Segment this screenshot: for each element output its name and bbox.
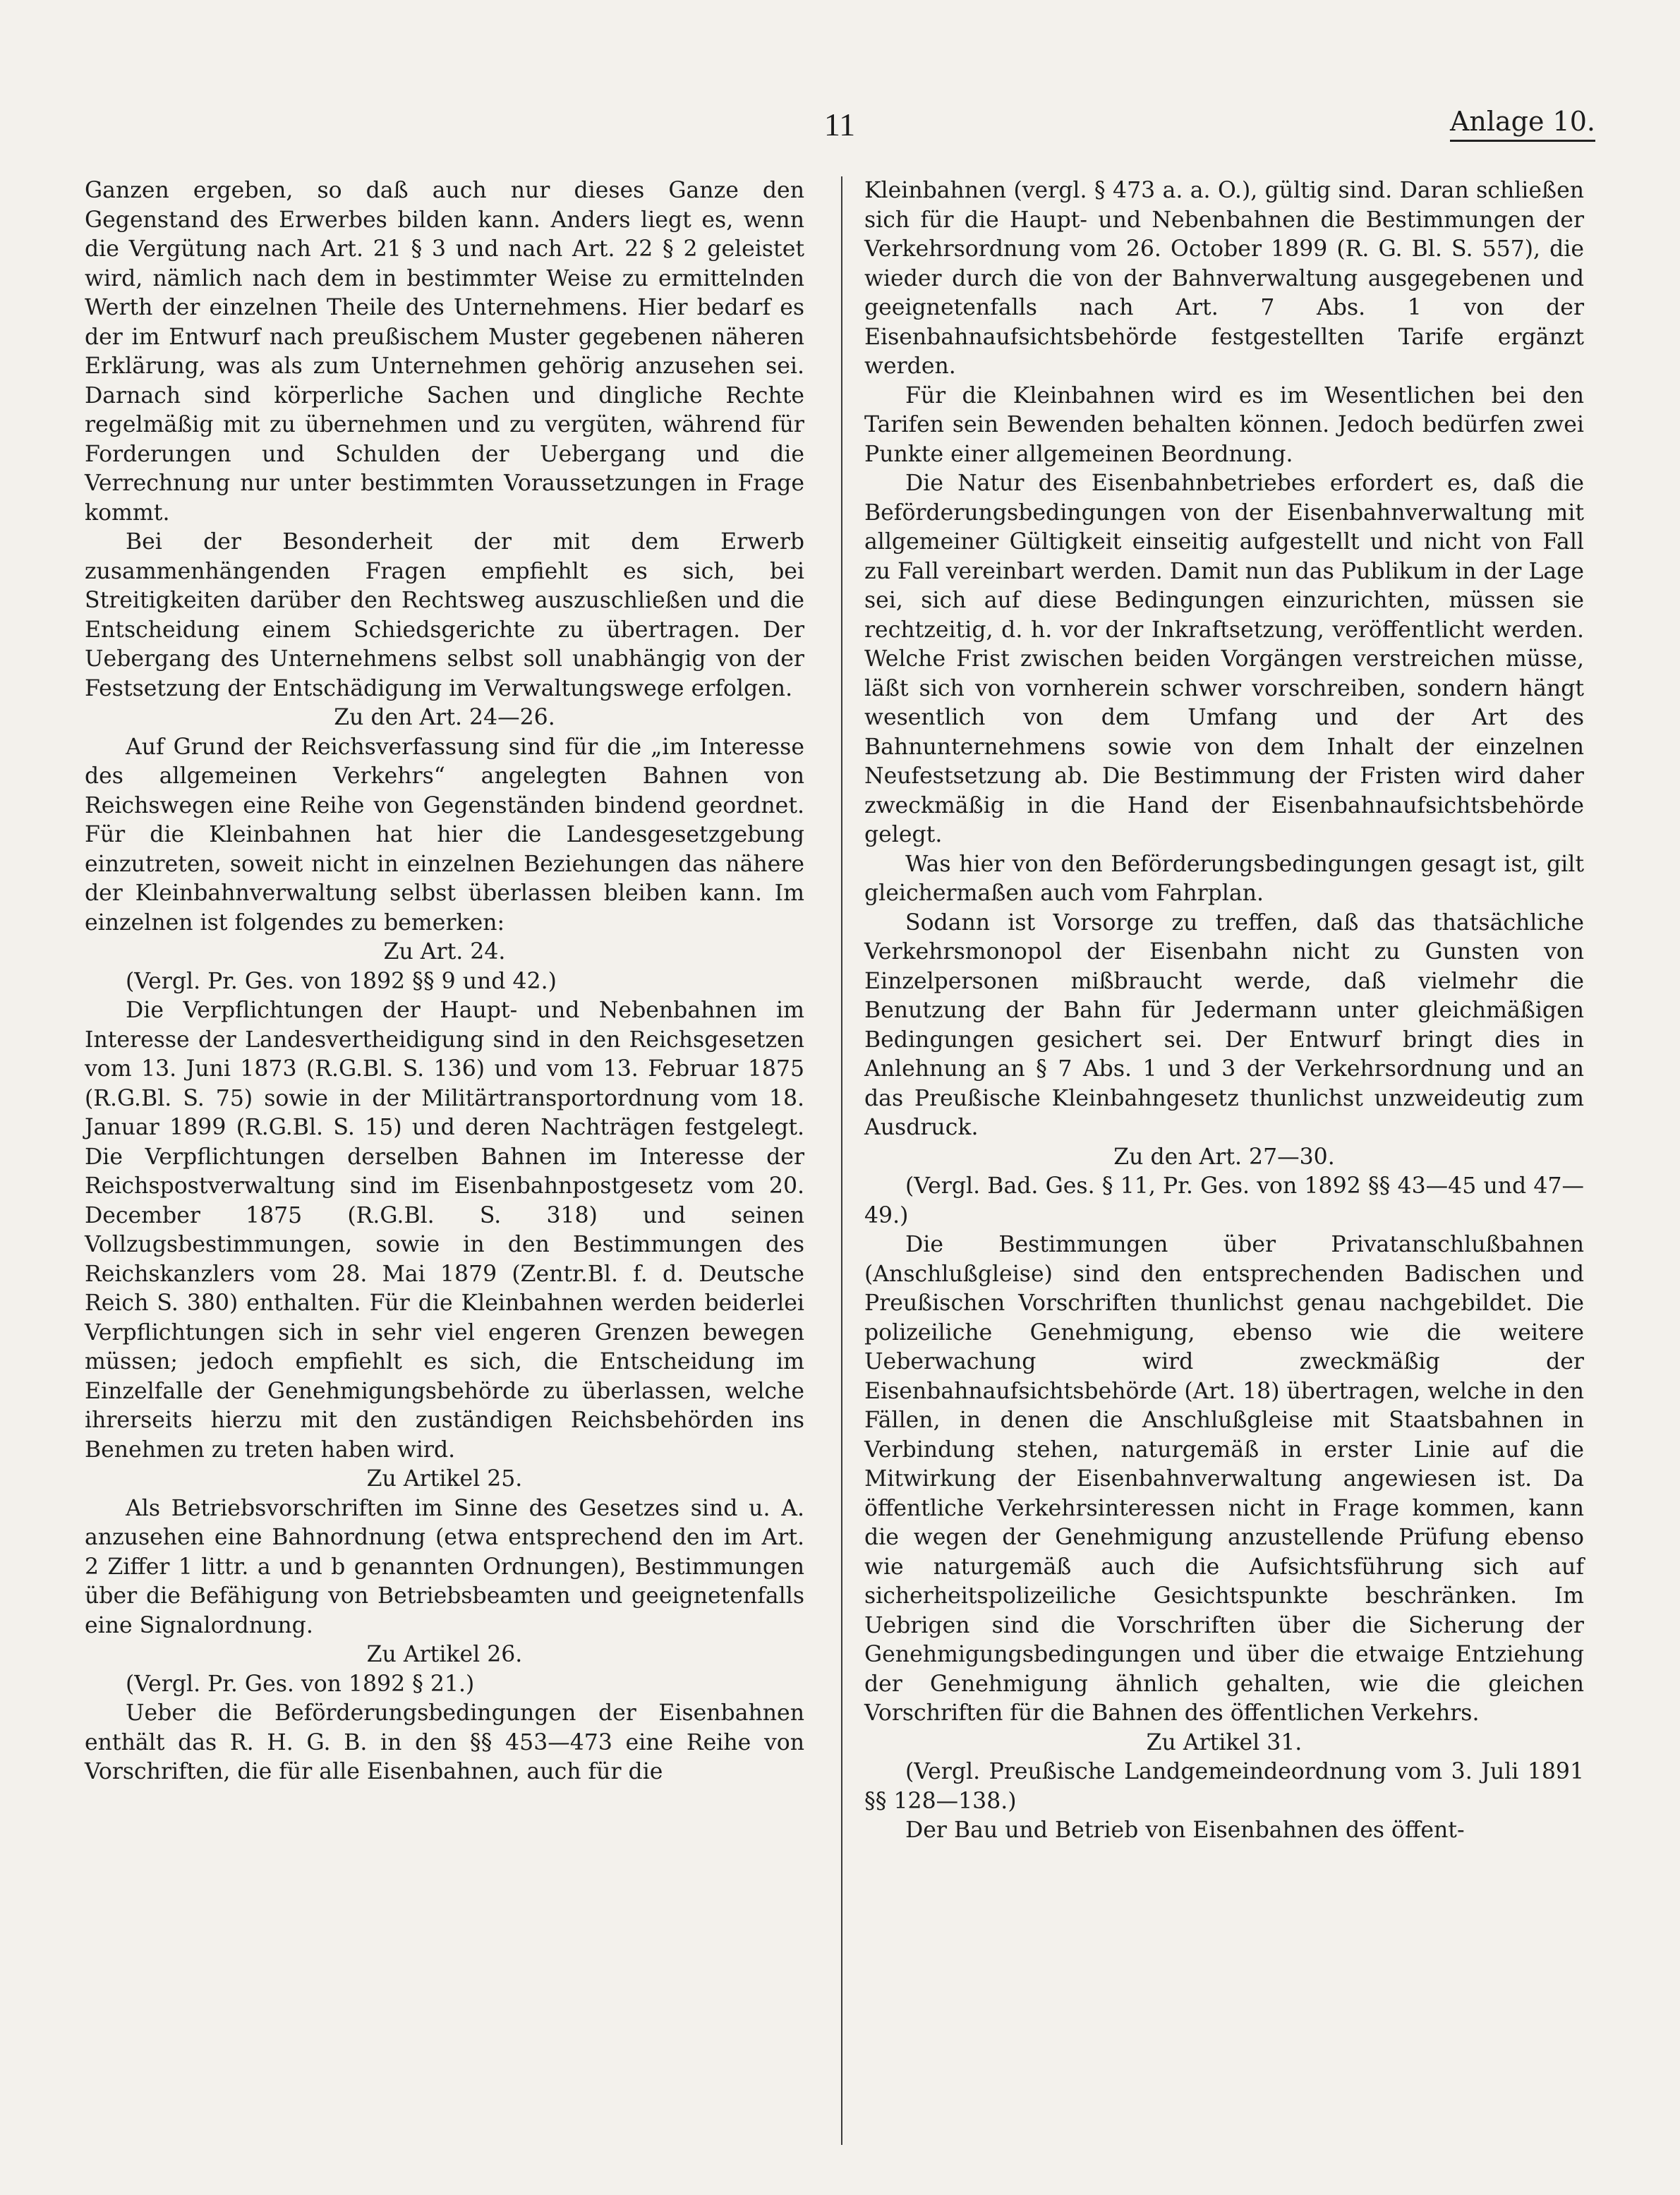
reference-line: (Vergl. Pr. Ges. von 1892 §§ 9 und 42.) [126, 968, 557, 994]
section-heading: Zu Artikel 31. [1146, 1729, 1303, 1755]
column-divider [841, 176, 842, 2145]
section-heading: Zu Art. 24. [383, 939, 506, 965]
annex-label: Anlage 10. [1450, 106, 1595, 142]
paragraph: Ganzen ergeben, so daß auch nur dieses Ganze den Gegenstand des Erwerbes bilden kann. Anders liegt es, wenn die Vergütung nach Art. 21 § 3 und nach Art. 22 § 2 geleistet wird, nämlich nach dem in bestimmter Weise zu ermittelnden Werth der einzelnen Theile des Unternehmens. Hier bedarf es der im Entwurf nach preußischem Muster gegebenen näheren Erklärung, was als zum Unternehmen gehörig anzusehen sei. Darnach sind körperliche Sachen und dingliche Rechte regelmäßig mit zu übernehmen und zu vergüten, während für Forderungen und Schulden der Uebergang und die Verrechnung nur unter bestimmten Voraussetzungen in Frage kommt. [85, 178, 804, 526]
paragraph: Die Natur des Eisenbahnbetriebes erfordert es, daß die Beförderungsbedingungen von der Eisenbahnverwaltung mit allgemeiner Gültigkeit einseitig aufgestellt und nicht von Fall zu Fall vereinbart werden. Damit nun das Publikum in der Lage sei, sich auf diese Bedingungen einzurichten, müssen sie rechtzeitig, d. h. vor der Inkraftsetzung, veröffentlicht werden. Welche Frist zwischen beiden Vorgängen verstreichen müsse, läßt sich von vornherein schwer vorschreiben, sondern hängt wesentlich von dem Umfang und der Art des Bahnunternehmens sowie von dem Inhalt der einzelnen Neufestsetzung ab. Die Bestimmung der Fristen wird daher zweckmäßig in die Hand der Eisenbahnaufsichtsbehörde gelegt. [864, 471, 1584, 847]
left-column [85, 176, 804, 1787]
paragraph: Für die Kleinbahnen wird es im Wesentlichen bei den Tarifen sein Bewenden behalten können. Jedoch bedürfen zwei Punkte einer allgemeinen Beordnung. [864, 382, 1584, 467]
reference-line: (Vergl. Pr. Ges. von 1892 § 21.) [126, 1671, 475, 1697]
paragraph: Die Bestimmungen über Privatanschlußbahnen (Anschlußgleise) sind den entsprechenden Badischen und Preußischen Vorschriften thunlichst genau nachgebildet. Die polizeiliche Genehmigung, ebenso wie die weitere Ueberwachung wird zweckmäßig der Eisenbahnaufsichtsbehörde (Art. 18) übertragen, welche in den Fällen, in denen die Anschlußgleise mit Staatsbahnen in Verbindung stehen, naturgemäß in erster Linie auf die Mitwirkung der Eisenbahnverwaltung angewiesen ist. Da öffentliche Verkehrsinteressen nicht in Frage kommen, kann die wegen der Genehmigung anzustellende Prüfung ebenso wie naturgemäß auch die Aufsichtsführung sich auf sicherheitspolizeiliche Gesichtspunkte beschränken. Im Uebrigen sind die Vorschriften über die Sicherung der Genehmigungsbedingungen und über die etwaige Entziehung der Genehmigung ähnlich gehalten, wie die gleichen Vorschriften für die Bahnen des öffentlichen Verkehrs. [864, 1232, 1584, 1726]
paragraph: Was hier von den Beförderungsbedingungen gesagt ist, gilt gleichermaßen auch vom Fahrplan. [864, 851, 1584, 906]
reference-line: (Vergl. Bad. Ges. § 11, Pr. Ges. von 1892 §§ 43—45 und 47—49.) [864, 1173, 1584, 1228]
paragraph: Ueber die Beförderungsbedingungen der Eisenbahnen enthält das R. H. G. B. in den §§ 453—473 eine Reihe von Vorschriften, die für alle Eisenbahnen, auch für die [85, 1700, 804, 1784]
paragraph: Als Betriebsvorschriften im Sinne des Gesetzes sind u. A. anzusehen eine Bahnordnung (etwa entsprechend den im Art. 2 Ziffer 1 littr. a und b genannten Ordnungen), Bestimmungen über die Befähigung von Betriebsbeamten und geeignetenfalls eine Signalordnung. [85, 1495, 804, 1638]
section-heading: Zu den Art. 27—30. [1113, 1144, 1335, 1170]
paragraph: Die Verpflichtungen der Haupt- und Nebenbahnen im Interesse der Landesvertheidigung sind in den Reichsgesetzen vom 13. Juni 1873 (R.G.Bl. S. 136) und vom 13. Februar 1875 (R.G.Bl. S. 75) sowie in der Militärtransportordnung vom 18. Januar 1899 (R.G.Bl. S. 15) und deren Nachträgen festgelegt. Die Verpflichtungen derselben Bahnen im Interesse der Reichspostverwaltung sind im Eisenbahnpostgesetz vom 20. December 1875 (R.G.Bl. S. 318) und seinen Vollzugsbestimmungen, sowie in den Bestimmungen des Reichskanzlers vom 28. Mai 1879 (Zentr.Bl. f. d. Deutsche Reich S. 380) enthalten. Für die Kleinbahnen werden beiderlei Verpflichtungen sich in sehr viel engeren Grenzen bewegen müssen; jedoch empfiehlt es sich, die Entscheidung im Einzelfalle der Genehmigungsbehörde zu überlassen, welche ihrerseits hierzu mit den zuständigen Reichsbehörden ins Benehmen zu treten haben wird. [85, 998, 804, 1463]
section-heading: Zu Artikel 25. [366, 1466, 523, 1492]
reference-line: (Vergl. Preußische Landgemeindeordnung vom 3. Juli 1891 §§ 128—138.) [864, 1759, 1584, 1814]
paragraph: Kleinbahnen (vergl. § 473 a. a. O.), gültig sind. Daran schließen sich für die Haupt- und Nebenbahnen die Bestimmungen der Verkehrsordnung vom 26. October 1899 (R. G. Bl. S. 557), die wieder durch die von der Bahnverwaltung ausgegebenen und geeignetenfalls nach Art. 7 Abs. 1 von der Eisenbahnaufsichtsbehörde festgestellten Tarife ergänzt werden. [864, 178, 1584, 379]
paragraph: Bei der Besonderheit der mit dem Erwerb zusammenhängenden Fragen empfiehlt es sich, bei Streitigkeiten darüber den Rechtsweg auszuschließen und die Entscheidung einem Schiedsgerichte zu übertragen. Der Uebergang des Unternehmens selbst soll unabhängig von der Festsetzung der Entschädigung im Verwaltungswege erfolgen. [85, 529, 804, 701]
right-column [864, 176, 1584, 1846]
section-heading: Zu Artikel 26. [366, 1642, 523, 1667]
paragraph: Auf Grund der Reichsverfassung sind für die „im Interesse des allgemeinen Verkehrs“ angelegten Bahnen von Reichswegen eine Reihe von Gegenständen bindend geordnet. Für die Kleinbahnen hat hier die Landesgesetzgebung einzutreten, soweit nicht in einzelnen Beziehungen das nähere der Kleinbahnverwaltung selbst überlassen bleiben kann. Im einzelnen ist folgendes zu bemerken: [85, 734, 804, 936]
paragraph: Sodann ist Vorsorge zu treffen, daß das thatsächliche Verkehrsmonopol der Eisenbahn nicht zu Gunsten von Einzelpersonen mißbraucht werde, daß vielmehr die Benutzung der Bahn für Jedermann unter gleichmäßigen Bedingungen gesichert sei. Der Entwurf bringt dies in Anlehnung an § 7 Abs. 1 und 3 der Verkehrsordnung und an das Preußische Kleinbahngesetz thunlichst unzweideutig zum Ausdruck. [864, 909, 1584, 1140]
page-number: 11 [823, 107, 856, 143]
paragraph: Der Bau und Betrieb von Eisenbahnen des öffent- [905, 1818, 1465, 1843]
section-heading: Zu den Art. 24—26. [334, 705, 555, 730]
